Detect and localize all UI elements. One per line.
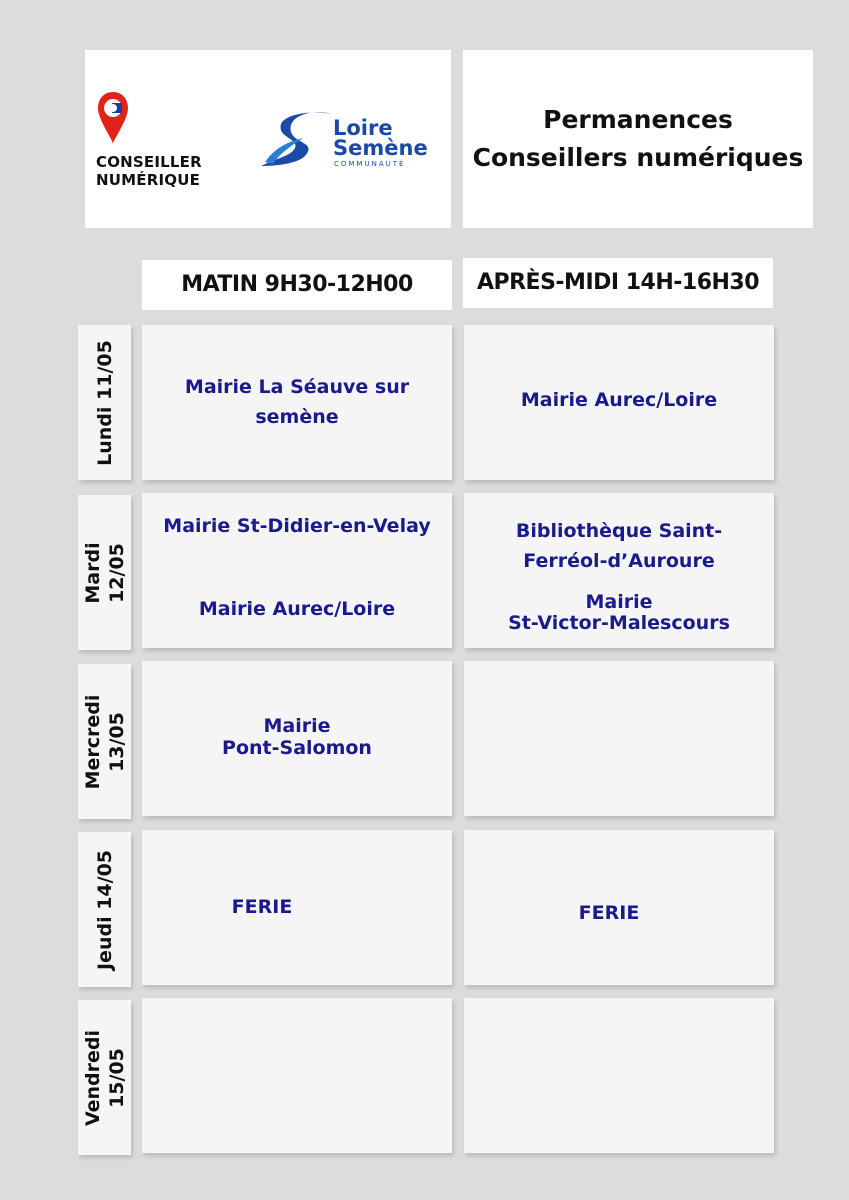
cell-text: St-Victor-Malescours — [508, 612, 730, 634]
cell-text: semène — [255, 406, 339, 428]
cell-text: Mairie La Séauve sur — [184, 376, 410, 398]
cell-wednesday-morning — [142, 661, 452, 816]
cell-text: Mairie — [263, 715, 331, 737]
cell-thursday-afternoon — [464, 830, 774, 985]
cell-friday-morning — [142, 998, 452, 1153]
cell-text: Pont-Salomon — [222, 737, 372, 759]
cell-text: FERIE — [578, 902, 640, 924]
semene-label: Semène — [333, 136, 428, 160]
day-text — [81, 1029, 129, 1125]
cell-monday-morning — [142, 325, 452, 480]
day-text-line-2: 12/05 — [105, 542, 128, 603]
day-text: Lundi 11/05 — [93, 339, 116, 466]
day-text — [81, 694, 129, 789]
day-label-monday — [78, 325, 131, 480]
logos-panel — [85, 50, 451, 228]
cell-tuesday-afternoon — [464, 493, 774, 648]
day-label-tuesday — [78, 495, 131, 650]
cell-text: Mairie Aurec/Loire — [520, 389, 718, 411]
map-pin-icon — [96, 90, 130, 146]
day-text — [81, 542, 129, 603]
cell-wednesday-afternoon — [464, 661, 774, 816]
day-text-line-1: Mercredi — [81, 694, 104, 789]
cell-text: Ferréol-d’Auroure — [523, 550, 715, 572]
day-label-wednesday — [78, 664, 131, 819]
day-text: Jeudi 14/05 — [93, 849, 116, 970]
day-text-line-1: Vendredi — [81, 1029, 104, 1126]
title-line-1: Permanences — [543, 105, 733, 134]
column-header-morning: MATIN 9H30-12H00 — [142, 260, 452, 310]
day-text-line-2: 13/05 — [105, 711, 128, 772]
cell-monday-afternoon — [464, 325, 774, 480]
column-header-afternoon: APRÈS-MIDI 14H-16H30 — [463, 258, 773, 308]
cell-thursday-morning — [142, 830, 452, 985]
day-label-friday — [78, 1000, 131, 1155]
cell-text: FERIE — [231, 896, 293, 918]
day-text-line-2: 15/05 — [105, 1047, 128, 1108]
title-line-2: Conseillers numériques — [472, 143, 804, 172]
conseiller-label: CONSEILLER — [96, 153, 202, 171]
numerique-label: NUMÉRIQUE — [96, 171, 201, 189]
title-panel — [463, 50, 813, 228]
cell-text: Mairie St-Didier-en-Velay — [163, 515, 431, 537]
loire-semene-logo-icon — [257, 108, 337, 170]
cell-text: Bibliothèque Saint- — [515, 520, 723, 542]
cell-text: Mairie — [585, 591, 653, 613]
cell-text: Mairie Aurec/Loire — [198, 598, 396, 620]
cell-tuesday-morning — [142, 493, 452, 648]
loire-label: Loire — [333, 116, 393, 140]
cell-friday-afternoon — [464, 998, 774, 1153]
day-text-line-1: Mardi — [81, 541, 104, 604]
communaute-label: COMMUNAUTÉ — [334, 160, 406, 168]
